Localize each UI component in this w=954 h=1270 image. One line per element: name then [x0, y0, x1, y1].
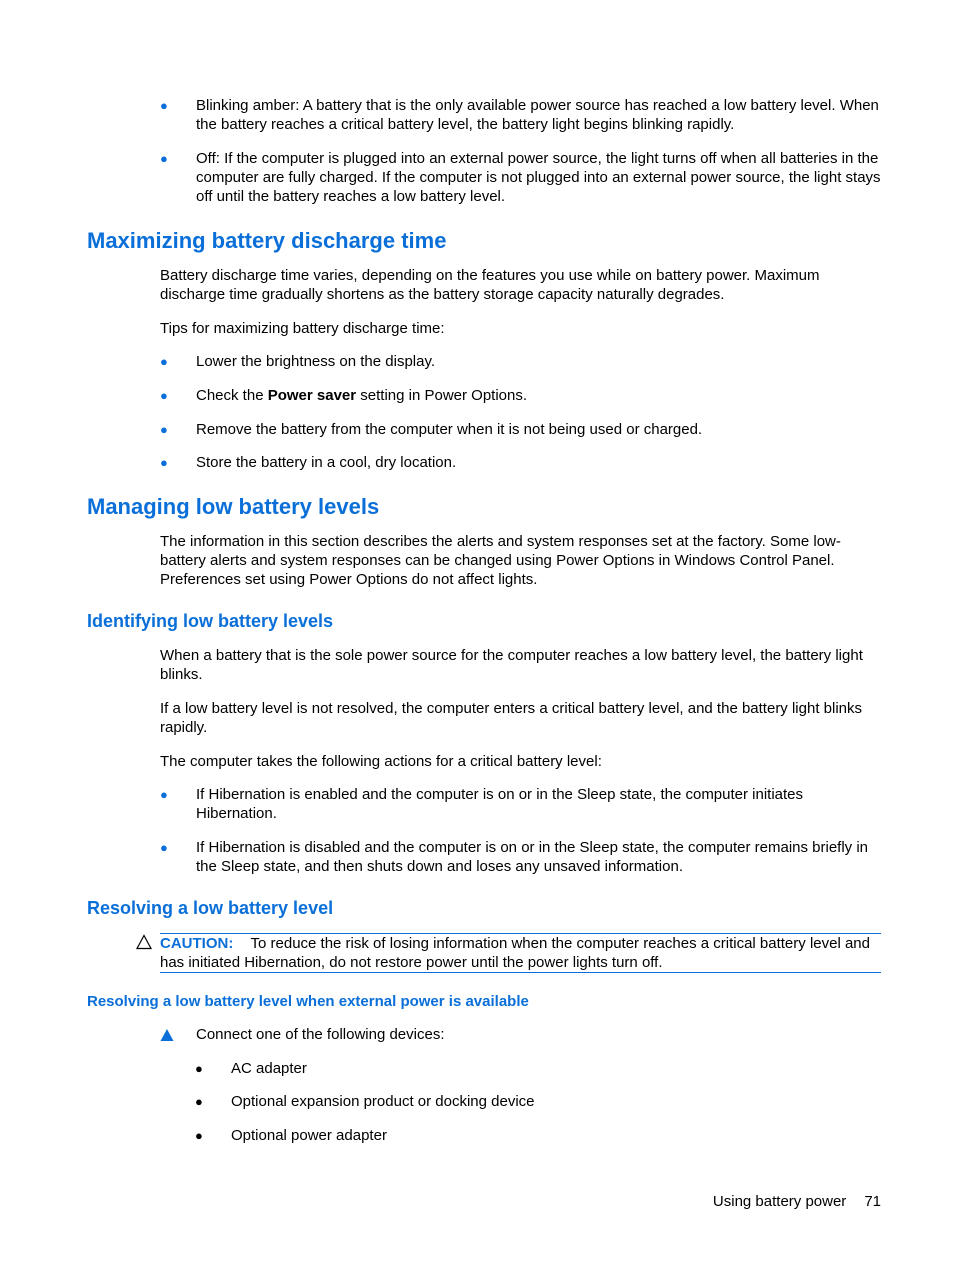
bullet-icon: ● [160, 840, 168, 855]
paragraph: Battery discharge time varies, depending on the features you use while on battery power. Maximum discharge time gradually shortens as the battery storage capacity naturally degrades. [160, 267, 820, 304]
list-item-text: Remove the battery from the computer when it is not being used or charged. [196, 421, 703, 438]
power-saver-setting: Power saver [267, 387, 357, 404]
list-item-text: Lower the brightness on the display. [196, 353, 436, 370]
bullet-icon: ● [195, 1128, 203, 1143]
list-item-text: If Hibernation is disabled and the computer is on or in the Sleep state, the computer remains briefly in the Sleep state, and then shuts down and loses any unsaved information. [196, 839, 869, 876]
list-item-text: Off: If the computer is plugged into an external power source, the light turns off when all batteries in the computer are fully charged. If the computer is not plugged into an external power source, the light stays off until the battery reaches a low battery level. [196, 150, 881, 206]
caution-triangle-icon [136, 934, 152, 950]
list-item-text: AC adapter [231, 1060, 307, 1077]
caution-label: CAUTION: [160, 935, 234, 952]
bullet-icon: ● [160, 455, 168, 470]
bullet-icon: ● [160, 388, 168, 403]
bullet-icon: ● [160, 422, 168, 437]
subsection-heading-external-power: Resolving a low battery level when external power is available [87, 993, 529, 1010]
section-heading-identifying: Identifying low battery levels [87, 611, 334, 631]
paragraph: When a battery that is the sole power source for the computer reaches a low battery level, the battery light blinks. [160, 647, 863, 684]
paragraph: The information in this section describes the alerts and system responses set at the factory. Some low-battery alerts and system responses can be changed using Power Options in Windows Control Panel. Preferences set using Power Options do not affect lights. [160, 533, 841, 589]
page-footer [713, 1193, 881, 1210]
bullet-icon: ● [160, 787, 168, 802]
list-item-text: Blinking amber: A battery that is the only available power source has reached a low battery level. When the battery reaches a critical battery level, the battery light begins blinking rapidly. [196, 97, 879, 134]
bullet-icon: ● [195, 1061, 203, 1076]
section-heading-maximizing: Maximizing battery discharge time [87, 228, 447, 253]
section-heading-resolving: Resolving a low battery level [87, 898, 334, 918]
bullet-icon: ● [160, 151, 168, 166]
section-heading-managing: Managing low battery levels [87, 494, 380, 519]
step-text: Connect one of the following devices: [196, 1026, 445, 1043]
caution-box [160, 933, 881, 973]
paragraph: If a low battery level is not resolved, the computer enters a critical battery level, and the battery light blinks rapidly. [160, 700, 863, 737]
bullet-icon: ● [160, 98, 168, 113]
list-item-text: Check the Power saver setting in Power Options. [196, 387, 528, 404]
list-item-text: Optional power adapter [231, 1127, 387, 1144]
paragraph: The computer takes the following actions for a critical battery level: [160, 753, 602, 770]
paragraph: Tips for maximizing battery discharge time: [160, 320, 445, 337]
caution-text: To reduce the risk of losing information when the computer reaches a critical battery level and has initiated Hibernation, do not restore power until the power lights turn off. [160, 935, 870, 972]
bullet-icon: ● [160, 354, 168, 369]
list-item-text: Store the battery in a cool, dry location. [196, 454, 457, 471]
step-triangle-icon [160, 1028, 174, 1042]
bullet-icon: ● [195, 1094, 203, 1109]
footer-section-title: Using battery power [712, 1193, 847, 1210]
page-number: 71 [864, 1193, 881, 1210]
list-item-text: Optional expansion product or docking device [231, 1093, 535, 1110]
list-item-text: If Hibernation is enabled and the computer is on or in the Sleep state, the computer initiates Hibernation. [196, 786, 804, 823]
